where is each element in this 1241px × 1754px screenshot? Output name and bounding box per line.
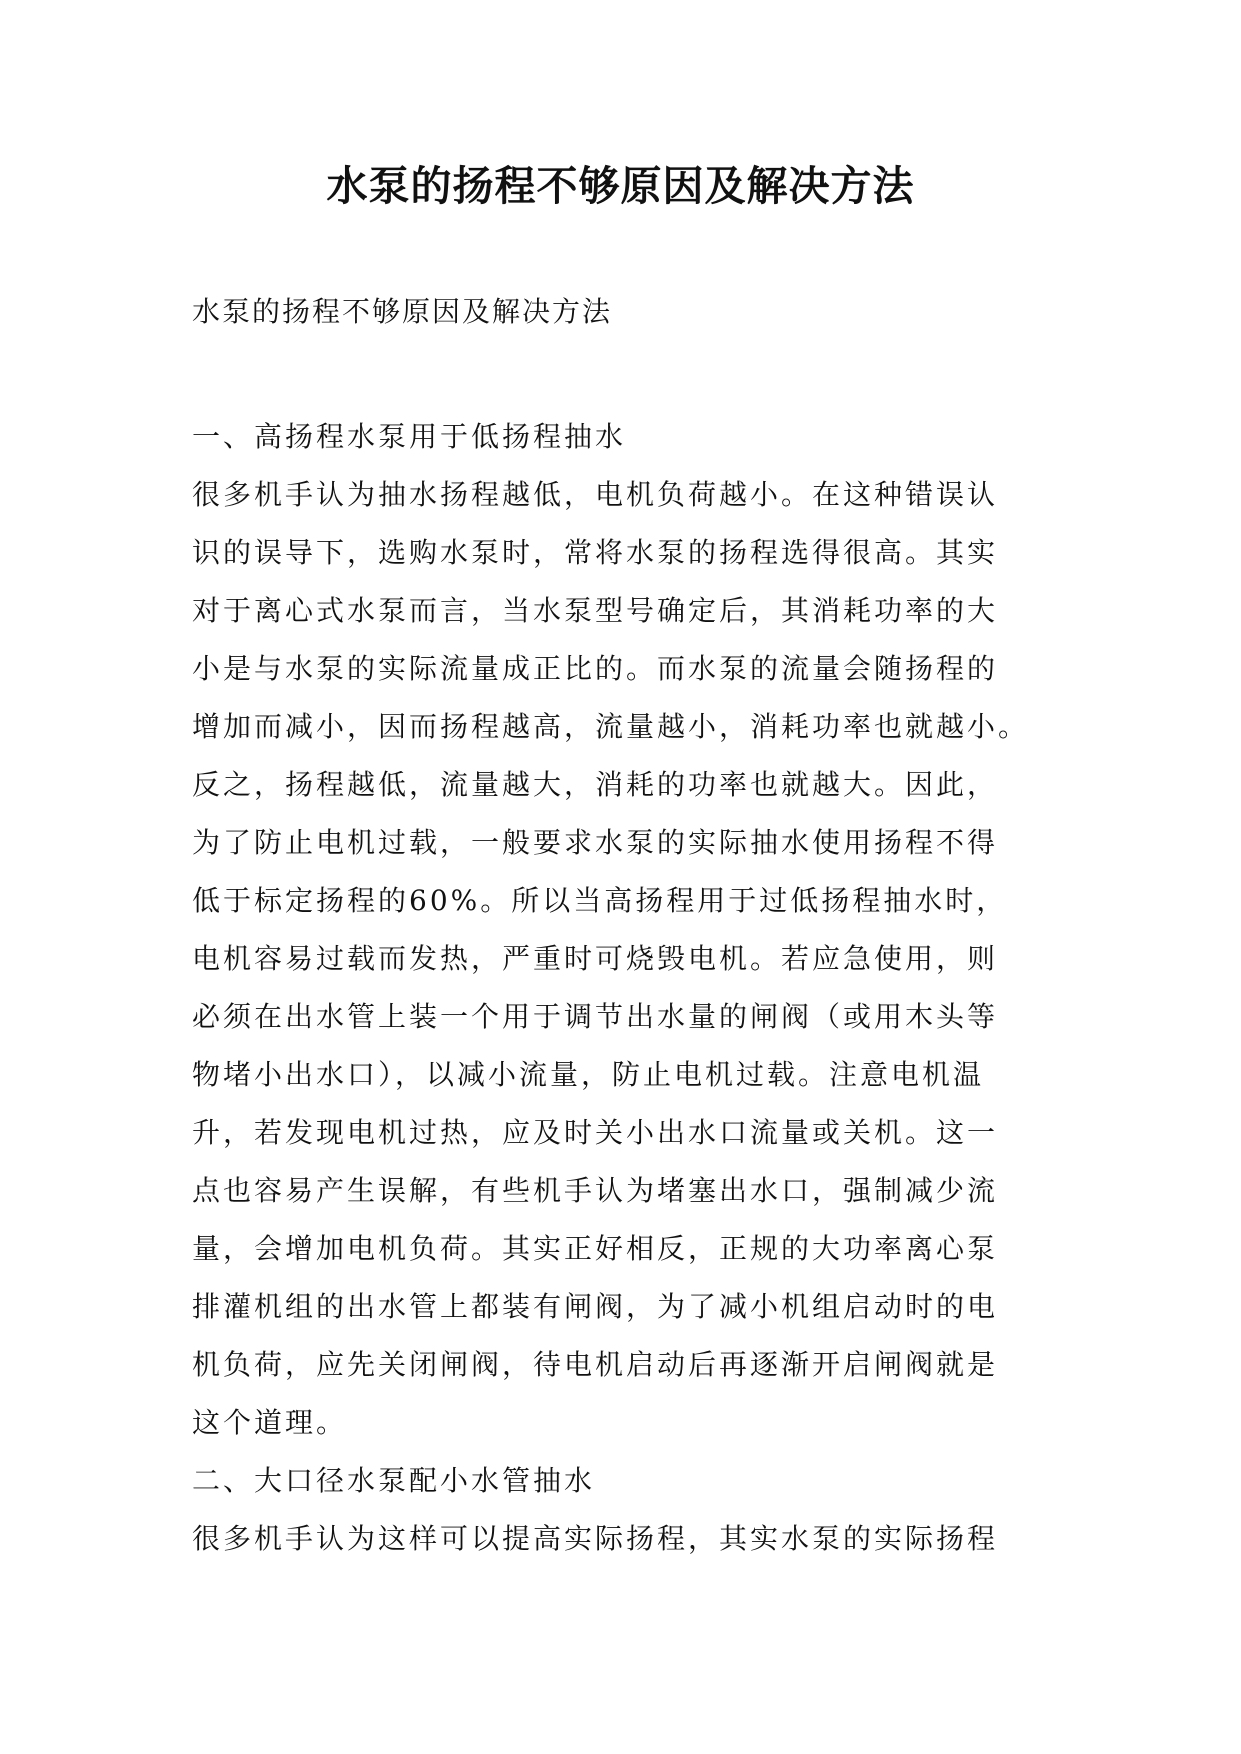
body-line: 识的误导下，选购水泵时，常将水泵的扬程选得很高。其实 [192,536,999,569]
document-title: 水泵的扬程不够原因及解决方法 [326,162,915,210]
body-line: 小是与水泵的实际流量成正比的。而水泵的流量会随扬程的 [192,652,999,685]
body-line: 排灌机组的出水管上都装有闸阀，为了减小机组启动时的电 [192,1290,999,1323]
body-line: 很多机手认为这样可以提高实际扬程，其实水泵的实际扬程 [192,1522,999,1555]
body-line: 量，会增加电机负荷。其实正好相反，正规的大功率离心泵 [192,1232,999,1265]
section-heading: 一、高扬程水泵用于低扬程抽水 [192,420,627,453]
body-line: 很多机手认为抽水扬程越低，电机负荷越小。在这种错误认 [192,478,999,511]
body-line: 低于标定扬程的60%。所以当高扬程用于过低扬程抽水时， [192,884,1008,917]
body-line: 反之，扬程越低，流量越大，消耗的功率也就越大。因此， [192,768,999,801]
body-line: 必须在出水管上装一个用于调节出水量的闸阀（或用木头等 [192,1000,999,1033]
body-line: 这个道理。 [192,1406,348,1439]
body-line: 为了防止电机过载，一般要求水泵的实际抽水使用扬程不得 [192,826,999,859]
section-heading: 二、大口径水泵配小水管抽水 [192,1464,596,1497]
body-line: 物堵小出水口），以减小流量，防止电机过载。注意电机温 [192,1058,985,1091]
body-line: 增加而减小，因而扬程越高，流量越小，消耗功率也就越小。 [192,710,1030,743]
document-subtitle: 水泵的扬程不够原因及解决方法 [192,295,613,328]
document-body [192,408,1060,1568]
body-line: 点也容易产生误解，有些机手认为堵塞出水口，强制减少流 [192,1174,999,1207]
body-line: 电机容易过载而发热，严重时可烧毁电机。若应急使用，则 [192,942,999,975]
body-line: 升，若发现电机过热，应及时关小出水口流量或关机。这一 [192,1116,999,1149]
body-line: 机负荷，应先关闭闸阀，待电机启动后再逐渐开启闸阀就是 [192,1348,999,1381]
body-line: 对于离心式水泵而言，当水泵型号确定后，其消耗功率的大 [192,594,999,627]
